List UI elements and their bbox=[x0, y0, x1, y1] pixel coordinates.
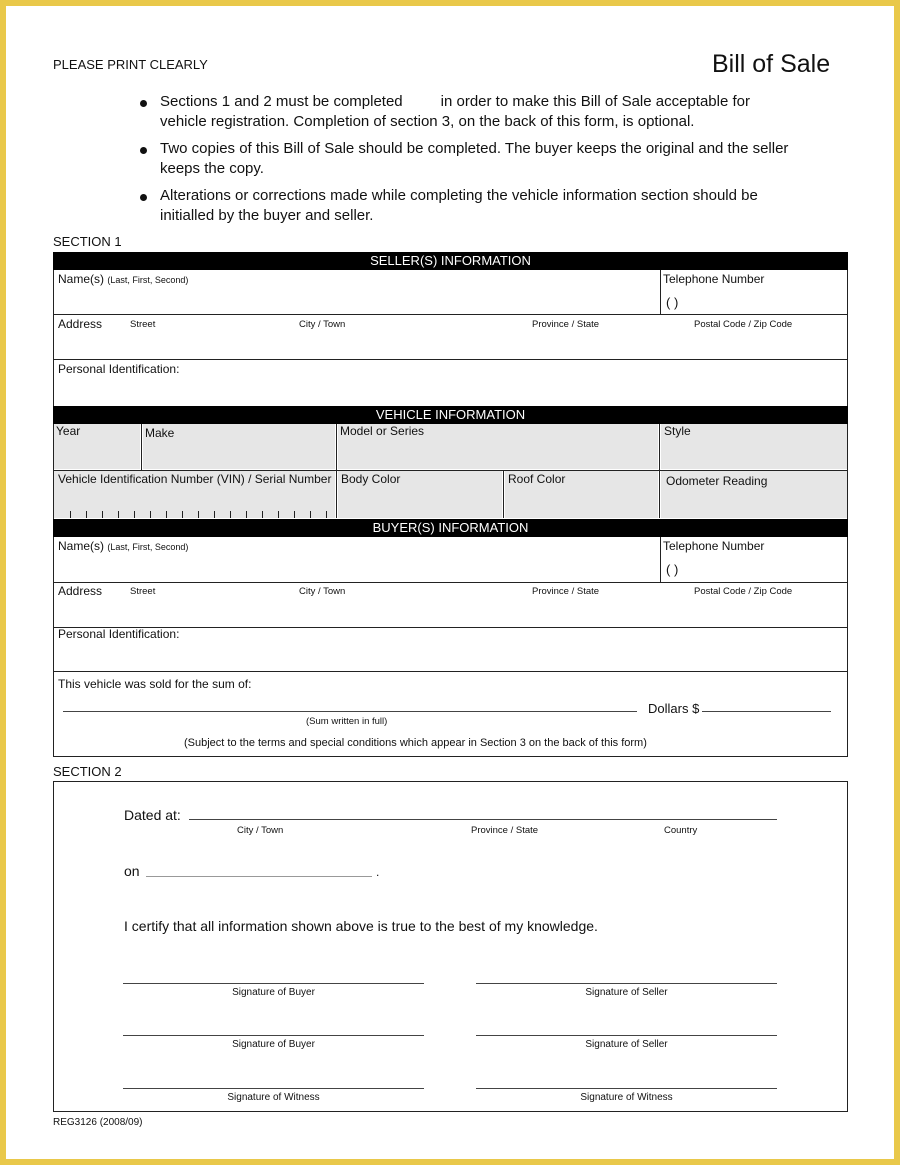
vehicle-model-label: Model or Series bbox=[340, 424, 425, 438]
on-date-line[interactable] bbox=[146, 876, 372, 877]
form-code: REG3126 (2008/09) bbox=[53, 1117, 143, 1128]
seller-city-label: City / Town bbox=[299, 319, 346, 330]
seller-id-input[interactable] bbox=[54, 378, 847, 404]
vin-tick bbox=[118, 511, 119, 518]
seller-province-label: Province / State bbox=[532, 319, 600, 330]
buyer-phone-label: Telephone Number bbox=[663, 539, 765, 553]
divider bbox=[660, 537, 661, 582]
sale-sum-label: This vehicle was sold for the sum of: bbox=[58, 677, 252, 691]
buyer-province-label: Province / State bbox=[532, 586, 600, 597]
instruction-text-part1: Sections 1 and 2 must be completed bbox=[160, 93, 403, 110]
buyer-name-sub: (Last, First, Second) bbox=[107, 542, 189, 552]
seller-phone-label: Telephone Number bbox=[663, 272, 765, 286]
buyer-name-label bbox=[58, 539, 188, 553]
dollars-label: Dollars $ bbox=[648, 701, 700, 716]
buyer-address-label: Address bbox=[58, 584, 103, 598]
vehicle-body-color-label: Body Color bbox=[341, 472, 401, 486]
buyer-signature-line-2[interactable] bbox=[123, 1035, 424, 1036]
buyer-city-label: City / Town bbox=[299, 586, 346, 597]
vin-tick bbox=[102, 511, 103, 518]
seller-postal-label: Postal Code / Zip Code bbox=[694, 319, 793, 330]
divider bbox=[53, 314, 848, 315]
seller-signature-label-1: Signature of Seller bbox=[585, 987, 668, 998]
vin-tick bbox=[166, 511, 167, 518]
vin-tick bbox=[198, 511, 199, 518]
witness-signature-label-1: Signature of Witness bbox=[227, 1092, 320, 1103]
divider bbox=[336, 424, 337, 518]
vehicle-vin-label: Vehicle Identification Number (VIN) / Serial Number bbox=[58, 472, 332, 486]
vehicle-style-label: Style bbox=[664, 424, 691, 438]
instructions-list bbox=[138, 92, 798, 233]
buyer-info-heading: BUYER(S) INFORMATION bbox=[53, 519, 848, 537]
divider bbox=[141, 424, 142, 470]
vehicle-odometer-label: Odometer Reading bbox=[666, 474, 768, 488]
seller-name-sub: (Last, First, Second) bbox=[107, 275, 189, 285]
buyer-id-input[interactable] bbox=[54, 643, 847, 669]
divider bbox=[53, 582, 848, 583]
sum-written-sub: (Sum written in full) bbox=[306, 716, 388, 727]
vin-tick bbox=[246, 511, 247, 518]
seller-street-label: Street bbox=[130, 319, 156, 330]
vin-tick bbox=[310, 511, 311, 518]
instruction-item bbox=[138, 92, 798, 132]
dated-province-label: Province / State bbox=[471, 825, 539, 836]
section2-box bbox=[53, 781, 848, 1112]
divider bbox=[53, 359, 848, 360]
buyer-postal-label: Postal Code / Zip Code bbox=[694, 586, 793, 597]
seller-name-label bbox=[58, 272, 188, 286]
vin-tick bbox=[70, 511, 71, 518]
seller-address-label: Address bbox=[58, 317, 103, 331]
seller-phone-input[interactable]: ( ) bbox=[666, 295, 679, 310]
vin-tick bbox=[214, 511, 215, 518]
buyer-phone-input[interactable]: ( ) bbox=[666, 562, 679, 577]
dated-country-label: Country bbox=[664, 825, 698, 836]
bill-of-sale-page bbox=[6, 6, 894, 1159]
witness-signature-label-2: Signature of Witness bbox=[580, 1092, 673, 1103]
buyer-name-label-text: Name(s) bbox=[58, 539, 105, 553]
dated-at-label: Dated at: bbox=[124, 807, 181, 823]
seller-signature-label-2: Signature of Seller bbox=[585, 1039, 668, 1050]
page-title: Bill of Sale bbox=[712, 50, 831, 78]
seller-address-input[interactable] bbox=[54, 332, 847, 358]
certify-statement: I certify that all information shown above is true to the best of my knowledge. bbox=[124, 918, 598, 934]
dated-city-label: City / Town bbox=[237, 825, 284, 836]
vin-tick bbox=[294, 511, 295, 518]
buyer-address-input[interactable] bbox=[54, 600, 847, 626]
vin-tick bbox=[326, 511, 327, 518]
vehicle-info-heading: VEHICLE INFORMATION bbox=[53, 406, 848, 424]
print-clearly-note: PLEASE PRINT CLEARLY bbox=[53, 57, 208, 72]
vehicle-year-label: Year bbox=[56, 424, 81, 438]
terms-note: (Subject to the terms and special conditions which appear in Section 3 on the back of this form) bbox=[184, 737, 647, 749]
seller-info-heading: SELLER(S) INFORMATION bbox=[53, 252, 848, 270]
divider bbox=[659, 424, 660, 518]
seller-id-label: Personal Identification: bbox=[58, 362, 180, 376]
seller-signature-line-2[interactable] bbox=[476, 1035, 777, 1036]
buyer-signature-label-1: Signature of Buyer bbox=[232, 987, 315, 998]
seller-signature-line-1[interactable] bbox=[476, 983, 777, 984]
on-date-label: on bbox=[124, 863, 140, 879]
vin-tick bbox=[262, 511, 263, 518]
instruction-text-part2: in order to make this Bill of Sale acceptable for vehicle registration. Completion of section 3, on the back of this form, is optional. bbox=[160, 93, 750, 130]
buyer-street-label: Street bbox=[130, 586, 156, 597]
seller-name-label-text: Name(s) bbox=[58, 272, 105, 286]
instruction-item: Two copies of this Bill of Sale should be completed. The buyer keeps the original and the seller keeps the copy. bbox=[138, 139, 798, 179]
vin-tick bbox=[86, 511, 87, 518]
buyer-id-label: Personal Identification: bbox=[58, 627, 180, 641]
buyer-signature-label-2: Signature of Buyer bbox=[232, 1039, 315, 1050]
vin-tick bbox=[182, 511, 183, 518]
divider bbox=[660, 270, 661, 314]
dollars-amount-line[interactable] bbox=[702, 711, 831, 712]
buyer-signature-line-1[interactable] bbox=[123, 983, 424, 984]
witness-signature-line-1[interactable] bbox=[123, 1088, 424, 1089]
buyer-name-input[interactable] bbox=[54, 554, 658, 581]
divider bbox=[53, 671, 848, 672]
instruction-item: Alterations or corrections made while completing the vehicle information section should be initialled by the buyer and seller. bbox=[138, 186, 798, 226]
section1-label: SECTION 1 bbox=[53, 234, 122, 249]
vehicle-make-label: Make bbox=[145, 426, 175, 440]
vin-tick bbox=[150, 511, 151, 518]
sum-written-line[interactable] bbox=[63, 711, 637, 712]
vehicle-roof-color-label: Roof Color bbox=[508, 472, 566, 486]
dated-at-line[interactable] bbox=[189, 819, 777, 820]
on-date-period: . bbox=[376, 865, 380, 879]
witness-signature-line-2[interactable] bbox=[476, 1088, 777, 1089]
vin-tick bbox=[134, 511, 135, 518]
divider bbox=[503, 470, 504, 518]
section2-label: SECTION 2 bbox=[53, 764, 122, 779]
divider bbox=[53, 470, 848, 471]
vin-tick bbox=[230, 511, 231, 518]
vin-tick bbox=[278, 511, 279, 518]
seller-name-input[interactable] bbox=[54, 286, 658, 314]
